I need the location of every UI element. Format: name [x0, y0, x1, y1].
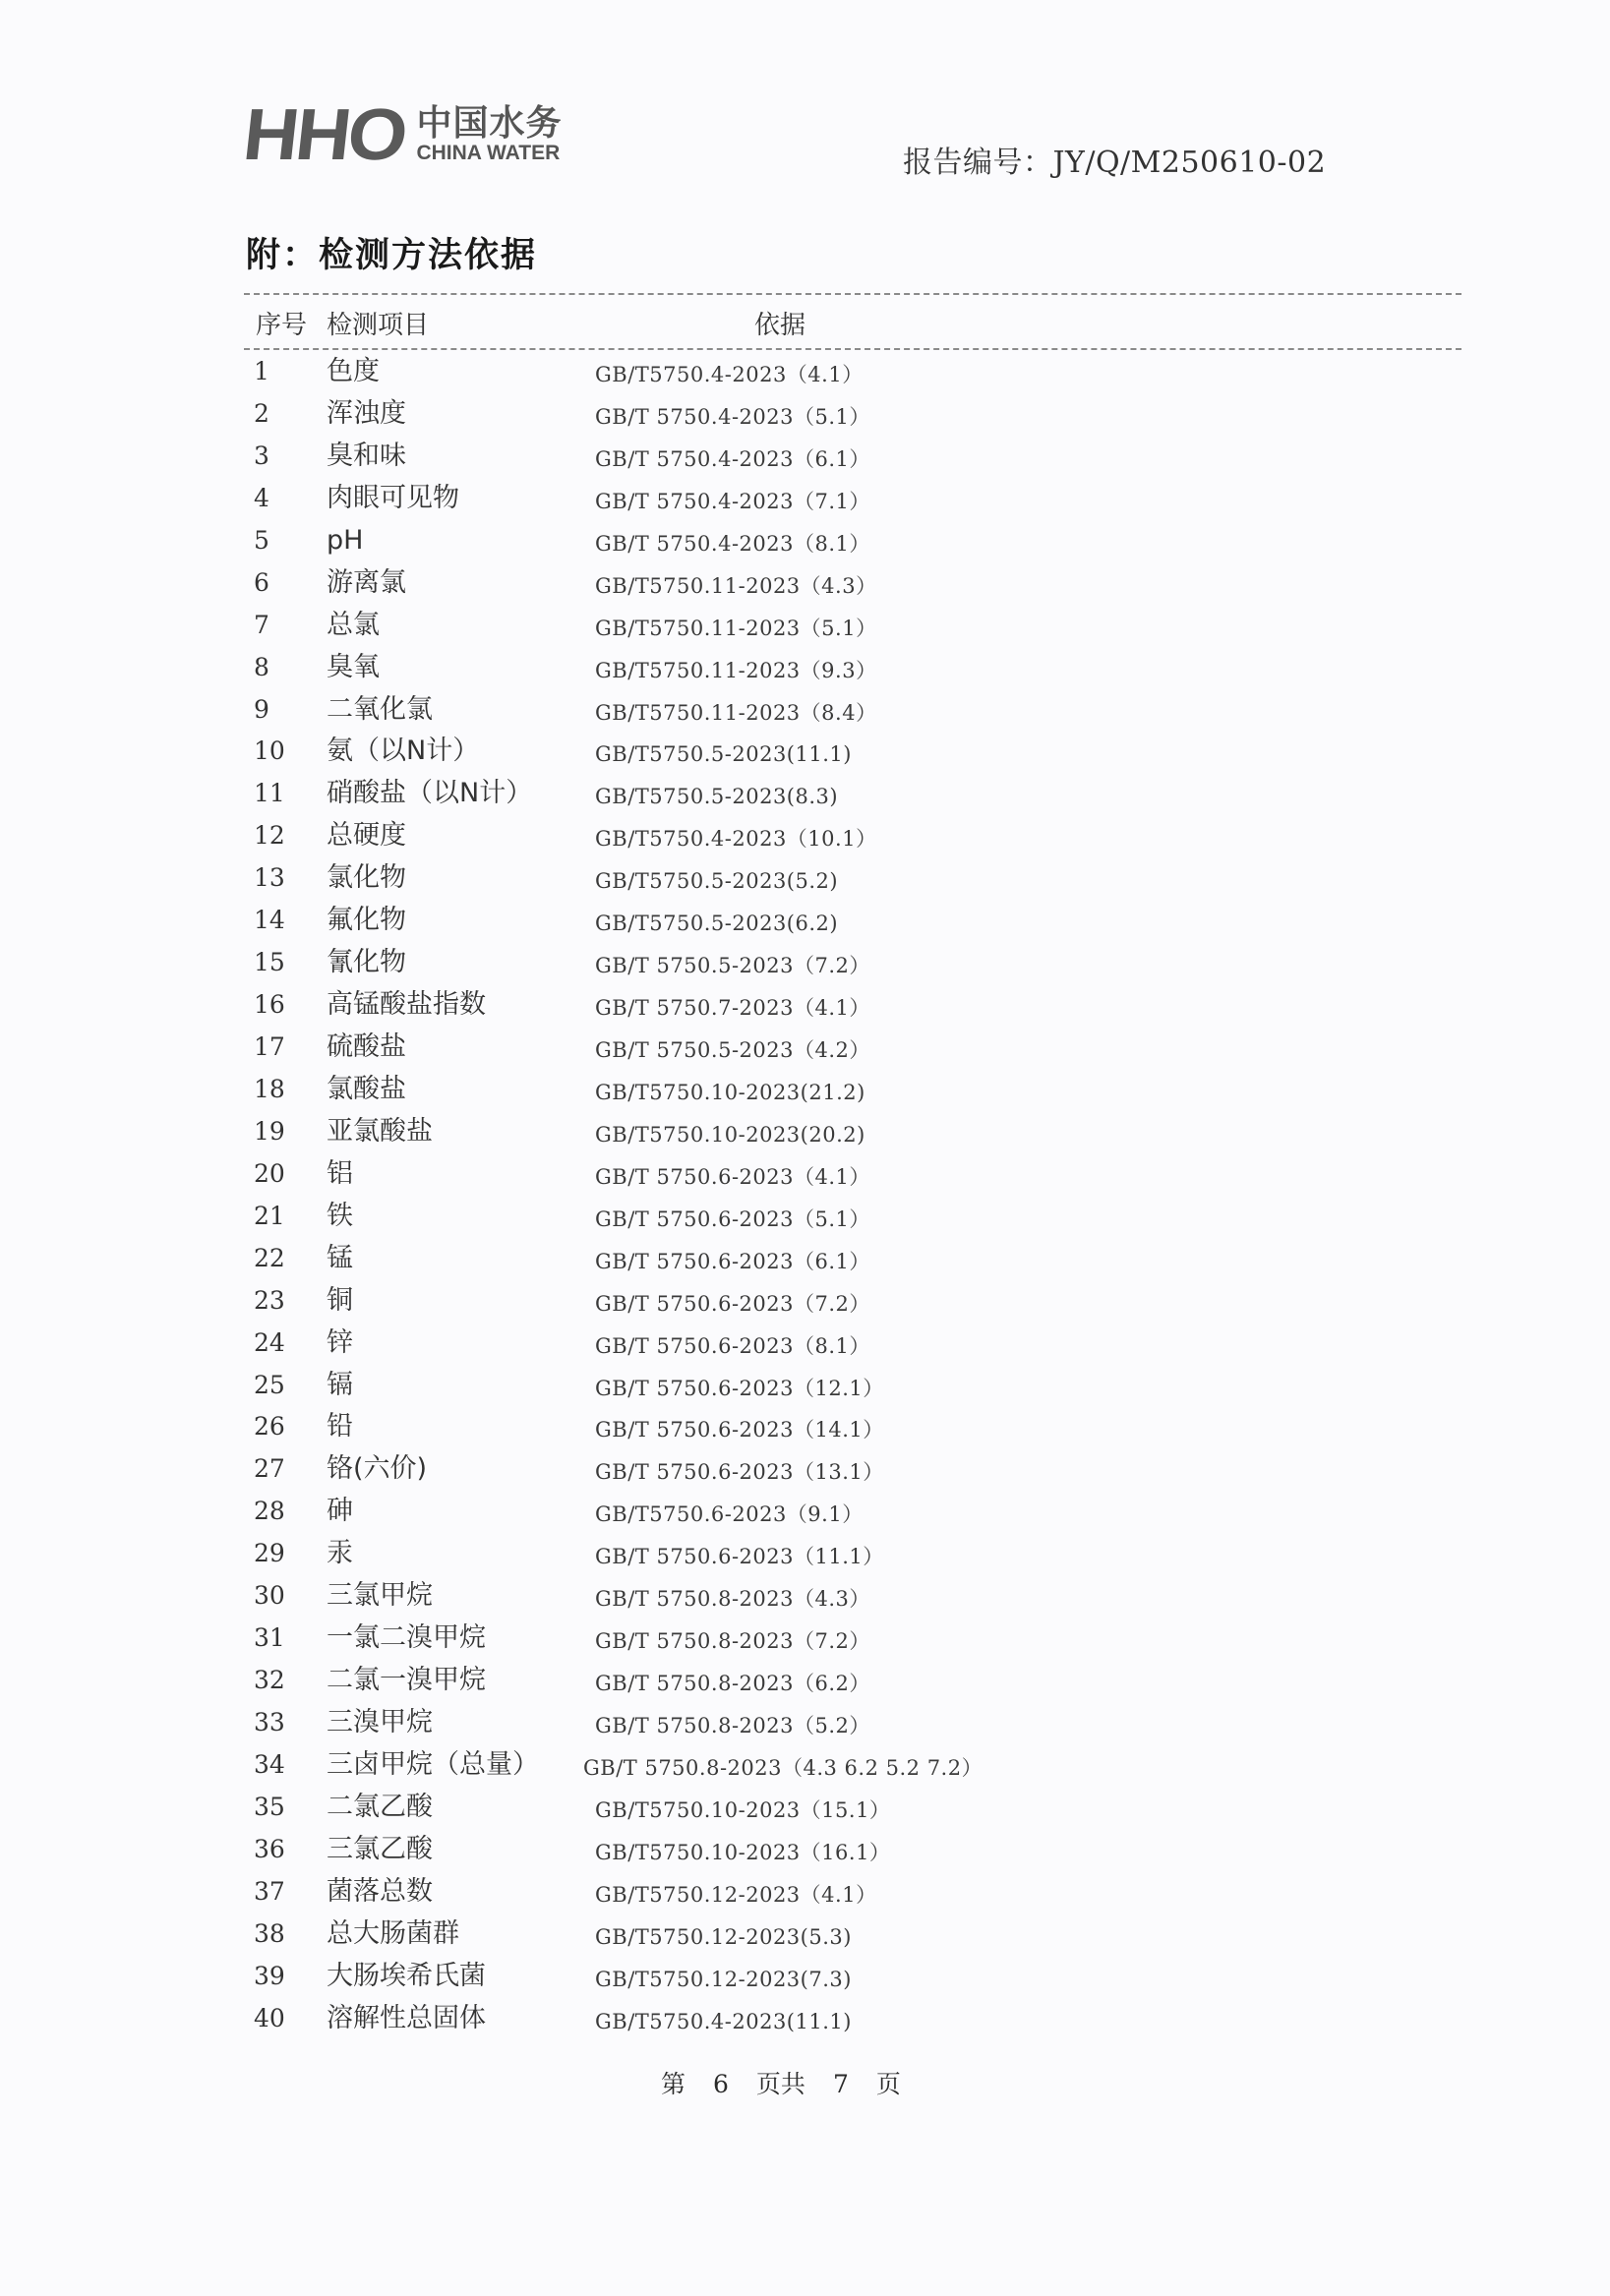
row-number: 20 — [254, 1158, 285, 1188]
table-row — [0, 1243, 1610, 1285]
table-row — [0, 567, 1610, 610]
test-item: 肉眼可见物 — [327, 482, 459, 513]
row-number: 39 — [254, 1961, 285, 1990]
test-basis: GB/T 5750.4-2023（7.1） — [595, 489, 870, 513]
table-row — [0, 820, 1610, 862]
test-item: 大肠埃希氏菌 — [327, 1960, 486, 1991]
row-number: 28 — [254, 1497, 285, 1526]
header-no: 序号 — [256, 311, 308, 340]
table-row — [0, 1749, 1610, 1792]
test-item: 硫酸盐 — [327, 1031, 406, 1062]
table-row — [0, 1918, 1610, 1961]
test-item: pH — [327, 524, 364, 556]
test-item: 铝 — [327, 1157, 353, 1189]
table-row — [0, 2003, 1610, 2045]
test-item: 臭和味 — [327, 440, 406, 471]
table-row — [0, 1496, 1610, 1538]
test-basis: GB/T 5750.6-2023（14.1） — [595, 1418, 884, 1442]
logo-name-en: CHINA WATER — [416, 142, 561, 165]
test-basis: GB/T 5750.8-2023（4.3） — [595, 1587, 870, 1612]
test-item: 汞 — [327, 1538, 353, 1569]
row-number: 17 — [254, 1032, 285, 1061]
table-row — [0, 1370, 1610, 1412]
row-number: 12 — [254, 821, 285, 851]
test-basis: GB/T5750.10-2023(20.2) — [595, 1122, 865, 1147]
test-basis: GB/T5750.12-2023（4.1） — [595, 1882, 877, 1907]
test-item: 三氯甲烷 — [327, 1580, 433, 1612]
test-item: 游离氯 — [327, 566, 406, 598]
test-item: 二氯一溴甲烷 — [327, 1665, 486, 1696]
test-basis: GB/T 5750.4-2023（5.1） — [595, 404, 870, 429]
test-basis: GB/T 5750.6-2023（13.1） — [595, 1460, 884, 1485]
row-number: 23 — [254, 1285, 285, 1315]
table-row — [0, 356, 1610, 398]
table-row — [0, 1580, 1610, 1622]
test-basis: GB/T5750.5-2023(6.2) — [595, 912, 839, 936]
test-item: 三氯乙酸 — [327, 1833, 433, 1864]
row-number: 38 — [254, 1918, 285, 1948]
row-number: 10 — [254, 736, 285, 766]
table-row — [0, 1285, 1610, 1327]
test-item: 铅 — [327, 1411, 353, 1442]
test-basis: GB/T 5750.6-2023（7.2） — [595, 1291, 870, 1316]
report-number: 报告编号：JY/Q/M250610-02 — [903, 146, 1327, 180]
row-number: 11 — [254, 779, 285, 808]
test-item: 氨（以N计） — [327, 736, 480, 767]
row-number: 5 — [254, 525, 269, 555]
footer-total: 7 — [832, 2070, 849, 2098]
row-number: 36 — [254, 1834, 285, 1863]
table-row — [0, 989, 1610, 1031]
test-item: 铜 — [327, 1284, 353, 1316]
test-item: 砷 — [327, 1496, 353, 1527]
table-row — [0, 441, 1610, 483]
logo-name-cn: 中国水务 — [416, 102, 563, 144]
test-item: 浑浊度 — [327, 397, 406, 429]
row-number: 22 — [254, 1243, 285, 1272]
table-row — [0, 1876, 1610, 1918]
table-row — [0, 1453, 1610, 1496]
test-item: 总硬度 — [327, 820, 406, 852]
test-item: 锌 — [327, 1326, 353, 1358]
test-item: 色度 — [327, 356, 380, 386]
test-item: 氟化物 — [327, 905, 406, 936]
test-basis: GB/T 5750.7-2023（4.1） — [595, 996, 870, 1021]
test-basis: GB/T5750.12-2023(7.3) — [595, 1967, 852, 1991]
table-header-rule — [244, 348, 1461, 350]
test-basis: GB/T5750.5-2023(11.1) — [595, 742, 852, 767]
row-number: 21 — [254, 1201, 285, 1230]
test-item: 三溴甲烷 — [327, 1707, 433, 1737]
footer-prefix: 第 — [661, 2070, 686, 2098]
row-number: 2 — [254, 398, 269, 428]
row-number: 3 — [254, 441, 269, 470]
row-number: 35 — [254, 1792, 285, 1821]
test-item: 高锰酸盐指数 — [327, 989, 486, 1021]
test-item: 菌落总数 — [327, 1875, 433, 1907]
test-item: 亚氯酸盐 — [327, 1115, 433, 1147]
row-number: 1 — [254, 357, 269, 385]
test-basis: GB/T5750.12-2023(5.3) — [595, 1924, 852, 1949]
table-row — [0, 1411, 1610, 1453]
header-basis: 依据 — [754, 311, 806, 340]
test-basis: GB/T5750.10-2023（15.1） — [595, 1797, 891, 1822]
page-footer — [661, 2065, 901, 2100]
test-basis: GB/T 5750.8-2023（5.2） — [595, 1714, 870, 1737]
row-number: 13 — [254, 863, 285, 893]
row-number: 34 — [254, 1749, 285, 1779]
table-row — [0, 1158, 1610, 1201]
row-number: 19 — [254, 1116, 285, 1146]
table-row — [0, 1622, 1610, 1665]
table-row — [0, 1538, 1610, 1580]
table-row — [0, 1031, 1610, 1074]
row-number: 40 — [254, 2003, 285, 2032]
table-row — [0, 736, 1610, 778]
row-number: 15 — [254, 948, 285, 977]
test-basis: GB/T 5750.8-2023（6.2） — [595, 1672, 870, 1696]
test-item: 总氯 — [327, 609, 380, 640]
table-row — [0, 652, 1610, 694]
row-number: 6 — [254, 567, 269, 597]
table-row — [0, 694, 1610, 736]
test-basis: GB/T5750.11-2023（8.4） — [595, 700, 877, 725]
logo-mark: HHO — [239, 93, 409, 175]
table-row — [0, 1116, 1610, 1158]
row-number: 31 — [254, 1623, 285, 1653]
test-basis: GB/T5750.11-2023（4.3） — [595, 573, 877, 598]
footer-middle: 页共 — [755, 2070, 805, 2098]
row-number: 30 — [254, 1581, 285, 1611]
test-basis: GB/T 5750.6-2023（11.1） — [595, 1545, 884, 1569]
test-item: 氯酸盐 — [327, 1073, 406, 1104]
row-number: 8 — [254, 652, 269, 681]
table-row — [0, 947, 1610, 989]
header-item: 检测项目 — [327, 311, 430, 340]
row-number: 4 — [254, 483, 269, 512]
table-header — [0, 297, 1610, 346]
logo-text — [416, 102, 563, 165]
test-item: 二氧化氯 — [327, 693, 433, 725]
company-logo — [239, 93, 563, 175]
test-basis: GB/T 5750.5-2023（4.2） — [595, 1038, 870, 1062]
test-basis: GB/T5750.5-2023(8.3) — [595, 785, 839, 809]
table-row — [0, 778, 1610, 820]
row-number: 18 — [254, 1074, 285, 1103]
row-number: 29 — [254, 1539, 285, 1568]
row-number: 25 — [254, 1370, 285, 1399]
section-title: 附：检测方法依据 — [246, 236, 538, 275]
test-basis: GB/T 5750.5-2023（7.2） — [595, 954, 870, 978]
table-row — [0, 1707, 1610, 1749]
test-item: 锰 — [327, 1242, 353, 1273]
test-basis: GB/T 5750.6-2023（12.1） — [595, 1376, 884, 1400]
table-row — [0, 862, 1610, 905]
test-basis: GB/T 5750.6-2023（4.1） — [595, 1164, 870, 1189]
table-top-rule — [244, 293, 1461, 295]
row-number: 9 — [254, 694, 269, 724]
test-item: 氰化物 — [327, 947, 406, 978]
row-number: 33 — [254, 1708, 285, 1737]
test-basis: GB/T5750.4-2023（4.1） — [595, 363, 864, 386]
test-basis: GB/T5750.4-2023（10.1） — [595, 827, 877, 852]
table-row — [0, 905, 1610, 947]
test-item: 氯化物 — [327, 862, 406, 894]
test-basis: GB/T 5750.8-2023（4.3 6.2 5.2 7.2） — [583, 1755, 984, 1780]
test-basis: GB/T 5750.6-2023（5.1） — [595, 1207, 870, 1231]
table-row — [0, 1327, 1610, 1370]
row-number: 37 — [254, 1876, 285, 1906]
table-row — [0, 1201, 1610, 1243]
test-item: 三卤甲烷（总量） — [327, 1748, 539, 1780]
row-number: 14 — [254, 906, 285, 935]
table-row — [0, 1792, 1610, 1834]
row-number: 16 — [254, 990, 285, 1020]
table-body — [0, 356, 1610, 2045]
test-basis: GB/T 5750.6-2023（8.1） — [595, 1333, 870, 1358]
table-row — [0, 1665, 1610, 1707]
test-item: 铬(六价) — [327, 1453, 428, 1485]
footer-page: 6 — [713, 2070, 729, 2098]
test-basis: GB/T5750.4-2023(11.1) — [595, 2009, 852, 2033]
row-number: 24 — [254, 1327, 285, 1357]
test-basis: GB/T5750.10-2023(21.2) — [595, 1080, 865, 1104]
table-row — [0, 610, 1610, 652]
table-row — [0, 1961, 1610, 2003]
test-item: 铁 — [327, 1200, 353, 1231]
test-basis: GB/T5750.11-2023（5.1） — [595, 616, 877, 640]
test-basis: GB/T 5750.6-2023（6.1） — [595, 1249, 870, 1273]
test-basis: GB/T 5750.4-2023（6.1） — [595, 446, 870, 471]
test-item: 硝酸盐（以N计） — [327, 778, 533, 809]
table-row — [0, 398, 1610, 441]
test-basis: GB/T 5750.8-2023（7.2） — [595, 1629, 870, 1654]
test-basis: GB/T5750.10-2023（16.1） — [595, 1840, 891, 1864]
test-item: 镉 — [327, 1369, 353, 1400]
row-number: 27 — [254, 1454, 285, 1484]
test-basis: GB/T5750.11-2023（9.3） — [595, 658, 877, 682]
row-number: 32 — [254, 1666, 285, 1695]
test-basis: GB/T 5750.4-2023（8.1） — [595, 531, 870, 556]
test-basis: GB/T5750.5-2023(5.2) — [595, 869, 839, 894]
test-item: 臭氧 — [327, 651, 380, 682]
table-row — [0, 1074, 1610, 1116]
table-row — [0, 1834, 1610, 1876]
test-item: 溶解性总固体 — [327, 2002, 486, 2033]
table-row — [0, 525, 1610, 567]
table-row — [0, 483, 1610, 525]
test-basis: GB/T5750.6-2023（9.1） — [595, 1502, 864, 1527]
test-item: 一氯二溴甲烷 — [327, 1622, 486, 1654]
test-item: 总大肠菌群 — [327, 1917, 459, 1949]
footer-suffix: 页 — [875, 2070, 901, 2098]
row-number: 26 — [254, 1412, 285, 1442]
row-number: 7 — [254, 610, 269, 639]
test-item: 二氯乙酸 — [327, 1791, 433, 1822]
